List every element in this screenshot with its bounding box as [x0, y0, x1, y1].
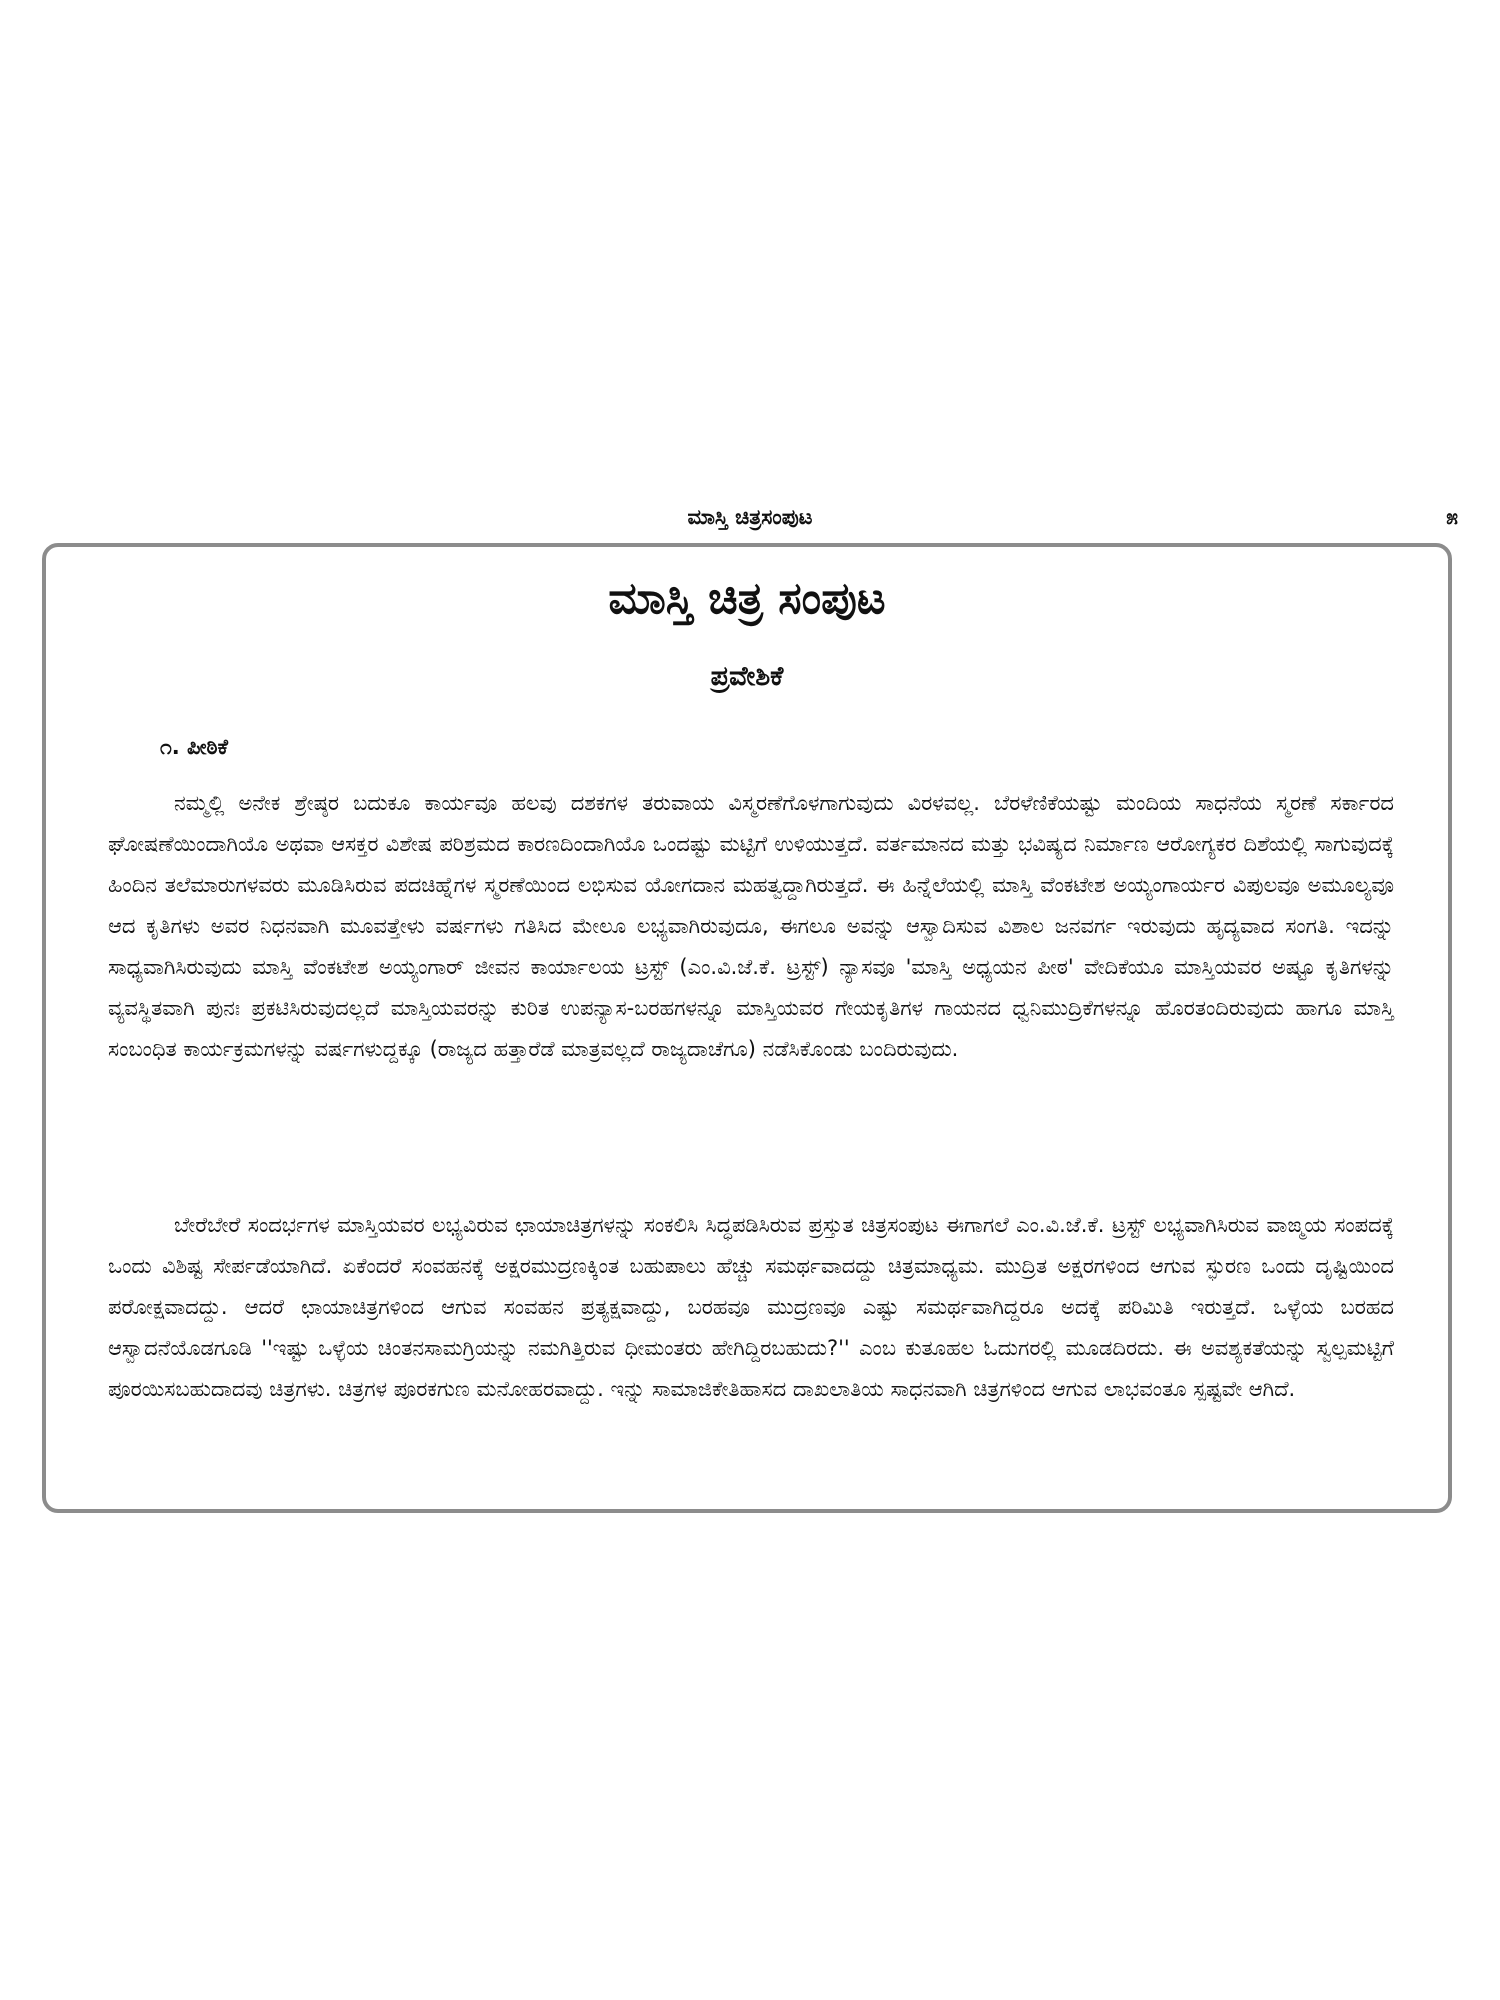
page-number: ೫ [1446, 505, 1458, 529]
section-subtitle: ಪ್ರವೇಶಿಕೆ [710, 661, 784, 692]
body-paragraph: ನಮ್ಮಲ್ಲಿ ಅನೇಕ ಶ್ರೇಷ್ಠರ ಬದುಕೂ ಕಾರ್ಯವೂ ಹಲವು ದಶಕಗಳ ತರುವಾಯ ವಿಸ್ಮರಣೆಗೊಳಗಾಗುವುದು ವಿರಳವಲ್ಲ. ಬೆರಳೆಣಿಕೆಯಷ್ಟು ಮಂದಿಯ ಸಾಧನೆಯ ಸ್ಮರಣೆ ಸರ್ಕಾರದ ಘೋಷಣೆಯಿಂದಾಗಿಯೊ ಅಥವಾ ಆಸಕ್ತರ ವಿಶೇಷ ಪರಿಶ್ರಮದ ಕಾರಣದಿಂದಾಗಿಯೊ ಒಂದಷ್ಟು ಮಟ್ಟಿಗೆ ಉಳಿಯುತ್ತದೆ. ವರ್ತಮಾನದ ಮತ್ತು ಭವಿಷ್ಯದ ನಿರ್ಮಾಣ ಆರೋಗ್ಯಕರ ದಿಶೆಯಲ್ಲಿ ಸಾಗುವುದಕ್ಕೆ ಹಿಂದಿನ ತಲೆಮಾರುಗಳವರು ಮೂಡಿಸಿರುವ ಪದಚಿಹ್ನೆಗಳ ಸ್ಮರಣೆಯಿಂದ ಲಭಿಸುವ ಯೋಗದಾನ ಮಹತ್ವದ್ದಾಗಿರುತ್ತದೆ. ಈ ಹಿನ್ನೆಲೆಯಲ್ಲಿ ಮಾಸ್ತಿ ವೆಂಕಟೇಶ ಅಯ್ಯಂಗಾರ್ಯರ ವಿಪುಲವೂ ಅಮೂಲ್ಯವೂ ಆದ ಕೃತಿಗಳು ಅವರ ನಿಧನವಾಗಿ ಮೂವತ್ತೇಳು ವರ್ಷಗಳು ಗತಿಸಿದ ಮೇಲೂ ಲಭ್ಯವಾಗಿರುವುದೂ, ಈಗಲೂ ಅವನ್ನು ಆಸ್ವಾದಿಸುವ ವಿಶಾಲ ಜನವರ್ಗ ಇರುವುದು ಹೃದ್ಯವಾದ ಸಂಗತಿ. ಇದನ್ನು ಸಾಧ್ಯವಾಗಿಸಿರುವುದು ಮಾಸ್ತಿ ವೆಂಕಟೇಶ ಅಯ್ಯಂಗಾರ್ ಜೀವನ ಕಾರ್ಯಾಲಯ ಟ್ರಸ್ಟ್ (ಎಂ.ವಿ.ಜೆ.ಕೆ. ಟ್ರಸ್ಟ್) ನ್ಯಾಸವೂ 'ಮಾಸ್ತಿ ಅಧ್ಯಯನ ಪೀಠ' ವೇದಿಕೆಯೂ ಮಾಸ್ತಿಯವರ ಅಷ್ಟೂ ಕೃತಿಗಳನ್ನು ವ್ಯವಸ್ಥಿತವಾಗಿ ಪುನಃ ಪ್ರಕಟಿಸಿರುವುದಲ್ಲದೆ ಮಾಸ್ತಿಯವರನ್ನು ಕುರಿತ ಉಪನ್ಯಾಸ-ಬರಹಗಳನ್ನೂ ಮಾಸ್ತಿಯವರ ಗೇಯಕೃತಿಗಳ ಗಾಯನದ ಧ್ವನಿಮುದ್ರಿಕೆಗಳನ್ನೂ ಹೊರತಂದಿರುವುದು ಹಾಗೂ ಮಾಸ್ತಿ ಸಂಬಂಧಿತ ಕಾರ್ಯಕ್ರಮಗಳನ್ನು ವರ್ಷಗಳುದ್ದಕ್ಕೂ (ರಾಜ್ಯದ ಹತ್ತಾರೆಡೆ ಮಾತ್ರವಲ್ಲದೆ ರಾಜ್ಯದಾಚೆಗೂ) ನಡೆಸಿಕೊಂಡು ಬಂದಿರುವುದು. [108, 791, 1394, 1061]
running-title: ಮಾಸ್ತಿ ಚಿತ್ರಸಂಪುಟ [687, 505, 813, 529]
introduction-heading: ೧. ಪೀಠಿಕೆ [160, 735, 228, 759]
body-paragraph: ಬೇರೆಬೇರೆ ಸಂದರ್ಭಗಳ ಮಾಸ್ತಿಯವರ ಲಭ್ಯವಿರುವ ಛಾಯಾಚಿತ್ರಗಳನ್ನು ಸಂಕಲಿಸಿ ಸಿದ್ಧಪಡಿಸಿರುವ ಪ್ರಸ್ತುತ ಚಿತ್ರಸಂಪುಟ ಈಗಾಗಲೆ ಎಂ.ವಿ.ಜೆ.ಕೆ. ಟ್ರಸ್ಟ್ ಲಭ್ಯವಾಗಿಸಿರುವ ವಾಙ್ಮಯ ಸಂಪದಕ್ಕೆ ಒಂದು ವಿಶಿಷ್ಟ ಸೇರ್ಪಡೆಯಾಗಿದೆ. ಏಕೆಂದರೆ ಸಂವಹನಕ್ಕೆ ಅಕ್ಷರಮುದ್ರಣಕ್ಕಿಂತ ಬಹುಪಾಲು ಹೆಚ್ಚು ಸಮರ್ಥವಾದದ್ದು ಚಿತ್ರಮಾಧ್ಯಮ. ಮುದ್ರಿತ ಅಕ್ಷರಗಳಿಂದ ಆಗುವ ಸ್ಫುರಣ ಒಂದು ದೃಷ್ಟಿಯಿಂದ ಪರೋಕ್ಷವಾದದ್ದು. ಆದರೆ ಛಾಯಾಚಿತ್ರಗಳಿಂದ ಆಗುವ ಸಂವಹನ ಪ್ರತ್ಯಕ್ಷವಾದ್ದು, ಬರಹವೂ ಮುದ್ರಣವೂ ಎಷ್ಟು ಸಮರ್ಥವಾಗಿದ್ದರೂ ಅದಕ್ಕೆ ಪರಿಮಿತಿ ಇರುತ್ತದೆ. ಒಳ್ಳೆಯ ಬರಹದ ಆಸ್ವಾದನೆಯೊಡಗೂಡಿ ''ಇಷ್ಟು ಒಳ್ಳೆಯ ಚಿಂತನಸಾಮಗ್ರಿಯನ್ನು ನಮಗಿತ್ತಿರುವ ಧೀಮಂತರು ಹೇಗಿದ್ದಿರಬಹುದು?'' ಎಂಬ ಕುತೂಹಲ ಓದುಗರಲ್ಲಿ ಮೂಡದಿರದು. ಈ ಅವಶ್ಯಕತೆಯನ್ನು ಸ್ವಲ್ಪಮಟ್ಟಿಗೆ ಪೂರಯಿಸಬಹುದಾದವು ಚಿತ್ರಗಳು. ಚಿತ್ರಗಳ ಪೂರಕಗುಣ ಮನೋಹರವಾದ್ದು. ಇನ್ನು ಸಾಮಾಜಿಕೇತಿಹಾಸದ ದಾಖಲಾತಿಯ ಸಾಧನವಾಗಿ ಚಿತ್ರಗಳಿಂದ ಆಗುವ ಲಾಭವಂತೂ ಸ್ಪಷ್ಟವೇ ಆಗಿದೆ. [108, 1213, 1394, 1401]
content-frame [42, 543, 1452, 1513]
running-header [42, 500, 1458, 540]
document-title: ಮಾಸ್ತಿ ಚಿತ್ರ ಸಂಪುಟ [608, 573, 886, 624]
